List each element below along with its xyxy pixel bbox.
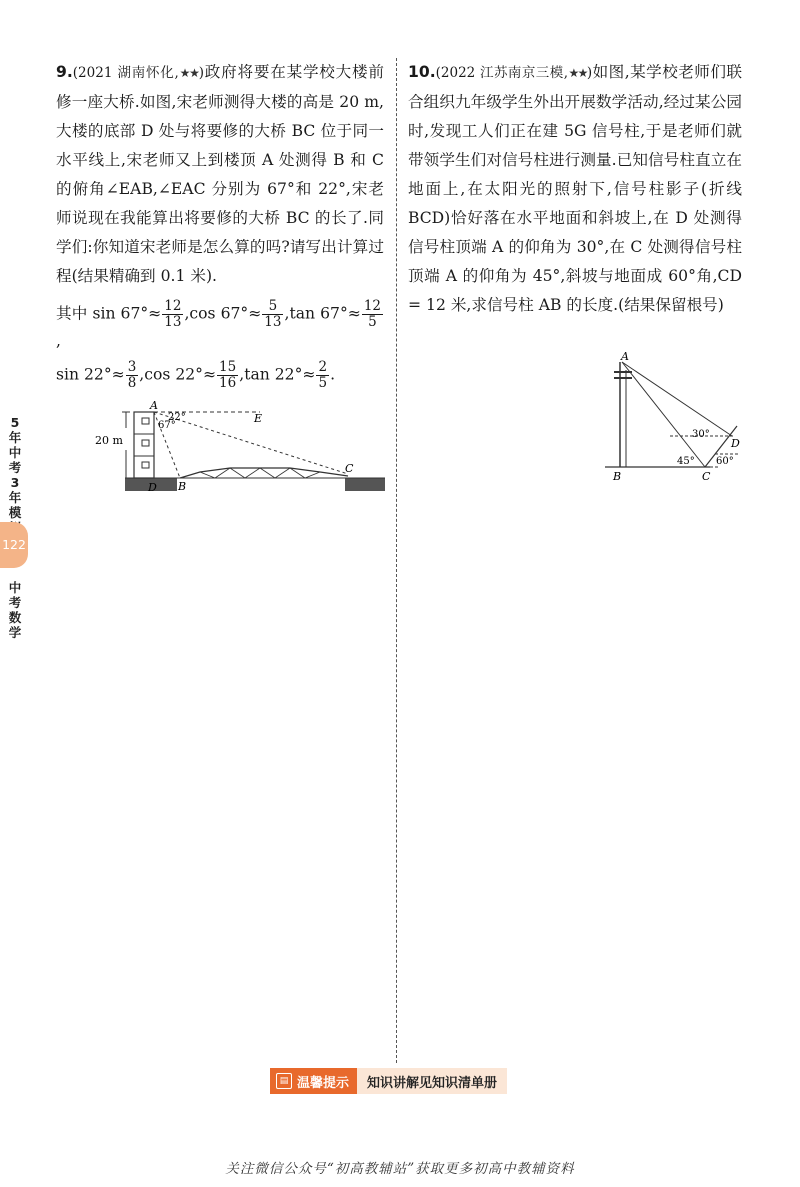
svg-text:C: C <box>345 462 354 475</box>
svg-text:B: B <box>178 480 187 493</box>
q10-source: (2022 江苏南京三模, <box>435 65 568 81</box>
subject-label: 中 考 数 学 <box>8 580 22 640</box>
q9-number: 9. <box>56 63 73 81</box>
tip-label-box <box>270 1068 357 1094</box>
difficulty-stars-icon: ★★ <box>568 66 587 80</box>
q10-text: 10.(2022 江苏南京三模,★★)如图,某学校老师们联合组织九年级学生外出开展数学活动,经过某公园时,发现工人们正在建 5G 信号柱,于是老师们就带领学生们对信号柱进行测量.已知信号柱直立在地面上,在太阳光的照射下,信号柱影子(折线 BCD)恰好落在水平地面和斜坡上,在 D 处测得信号柱顶端 A 的仰角为 30°,在 C 处测得信号柱顶端 A 的仰角为 45°,斜坡与地面成 60°角,CD = 12 米,求信号柱 AB 的长度.(结果保留根号) <box>408 63 742 314</box>
fraction-tan67: $\frac{12}{5}$ <box>363 298 381 330</box>
svg-text:60°: 60° <box>716 456 734 467</box>
tip-bar <box>270 1068 507 1094</box>
svg-text:67°: 67° <box>158 420 176 431</box>
height-label: 20 m <box>95 434 123 447</box>
fraction-sin67: $\frac{12}{13}$ <box>164 298 182 330</box>
footer-watermark: 关注微信公众号“初高教辅站”获取更多初高中教辅资料 <box>225 1161 575 1177</box>
q9-body: 政府将要在某学校大楼前修一座大桥.如图,宋老师测得大楼的高是 20 m,大楼的底部 D 处与将要修的大桥 BC 位于同一水平线上,宋老师又上到楼顶 A 处测得 B 和 C 的俯角∠EAB,∠EAC 分别为 67°和 22°,宋老师说现在我能算出将要修的大桥 BC 的长了.同学们:你知道宋老师是怎么算的吗?请写出计算过程(结果精确到 0.1 米). <box>56 63 385 285</box>
svg-text:E: E <box>254 412 263 425</box>
svg-text:A: A <box>150 399 158 412</box>
question-10 <box>408 58 742 320</box>
column-divider <box>396 58 397 1063</box>
fraction-tan22: $\frac{2}{5}$ <box>318 359 328 391</box>
svg-text:C: C <box>702 470 711 483</box>
fraction-sin22: $\frac{3}{8}$ <box>127 359 137 391</box>
q10-number: 10. <box>408 63 436 81</box>
tip-text: 知识讲解见知识清单册 <box>357 1068 507 1094</box>
ray-AC <box>622 362 705 467</box>
page-number: 122 <box>0 522 28 568</box>
q10-figure <box>600 350 760 485</box>
q9-text: 9.(2021 湖南怀化,★★)政府将要在某学校大楼前修一座大桥.如图,宋老师测得大楼的高是 20 m,大楼的底部 D 处与将要修的大桥 BC 位于同一水平线上,宋老师又上到楼顶 A 处测得 B 和 C 的俯角∠EAB,∠EAC 分别为 67°和 22°,宋老师说现在我能算出将要修的大桥 BC 的长了.同学们:你知道宋老师是怎么算的吗?请写出计算过程(结果精确到 0.1 米). <box>56 63 385 285</box>
tip-label: 温馨提示 <box>297 1075 350 1091</box>
q9-source: (2021 湖南怀化, <box>72 65 179 81</box>
svg-text:22°: 22° <box>168 412 186 423</box>
svg-text:45°: 45° <box>677 456 695 467</box>
svg-text:D: D <box>731 437 740 450</box>
fraction-cos22: $\frac{15}{16}$ <box>219 359 237 391</box>
svg-text:D: D <box>148 481 157 494</box>
svg-text:A: A <box>621 350 629 363</box>
series-label: 5 年 中 考 3 年 模 <box>8 415 22 520</box>
q10-body: 如图,某学校老师们联合组织九年级学生外出开展数学活动,经过某公园时,发现工人们正在建 5G 信号柱,于是老师们就带领学生们对信号柱进行测量.已知信号柱直立在地面上,在太阳光的照射下,信号柱影子(折线 BCD)恰好落在水平地面和斜坡上,在 D 处测得信号柱顶端 A 的仰角为 30°,在 C 处测得信号柱顶端 A 的仰角为 45°,斜坡与地面成 60°角,CD = 12 米,求信号柱 AB 的长度.(结果保留根号) <box>408 63 742 314</box>
ray-AD <box>622 362 732 436</box>
book-icon: ▤ <box>276 1073 292 1089</box>
fraction-cos67: $\frac{5}{13}$ <box>264 298 282 330</box>
ground-right <box>345 478 385 491</box>
svg-text:30°: 30° <box>692 429 710 440</box>
svg-text:B: B <box>613 470 622 483</box>
question-9 <box>56 58 384 399</box>
q9-figure <box>90 398 390 498</box>
bridge <box>180 468 348 478</box>
difficulty-stars-icon: ★★ <box>178 66 199 80</box>
q9-formula: 其中 sin 67°≈ $\frac{12}{13}$ ,cos 67°≈ $\frac{5}{13}$ ,tan 67°≈ $\frac{12}{5}$ , sin 22°≈ $\frac{3}{8}$ ,cos 22°≈ $\frac{15}{16}$ ,tan 22°≈ $\frac{2}{5}$ . <box>56 298 381 391</box>
